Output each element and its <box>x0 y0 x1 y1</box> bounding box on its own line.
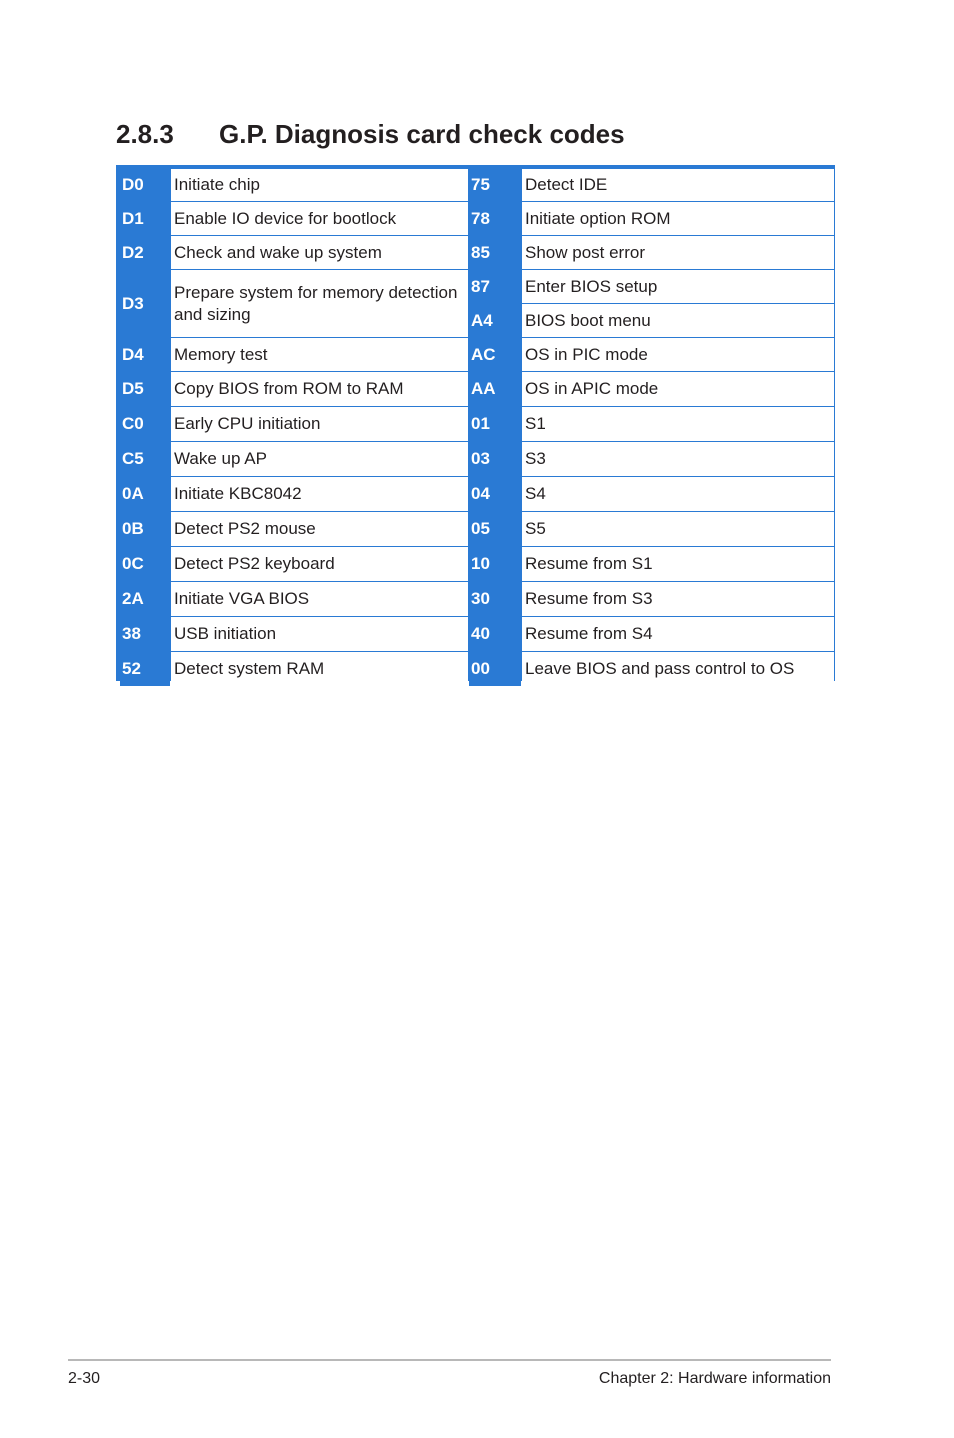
check-codes-table <box>116 165 835 681</box>
description-cell: Initiate KBC8042 <box>171 477 468 511</box>
page-number: 2-30 <box>68 1370 101 1387</box>
description-cell: Initiate VGA BIOS <box>171 582 468 616</box>
code-cell: 85 <box>469 236 521 269</box>
description-cell: Resume from S3 <box>522 582 834 616</box>
code-cell: D1 <box>120 202 170 235</box>
description-cell: Show post error <box>522 236 834 269</box>
code-cell: 40 <box>469 617 521 651</box>
description-cell: Enable IO device for bootlock <box>171 202 468 235</box>
description-cell: Copy BIOS from ROM to RAM <box>171 372 468 406</box>
description-cell: Detect PS2 mouse <box>171 512 468 546</box>
code-cell: 87 <box>469 270 521 303</box>
description-cell: Leave BIOS and pass control to OS <box>522 652 834 686</box>
description-cell: Detect PS2 keyboard <box>171 547 468 581</box>
code-cell: AA <box>469 372 521 406</box>
code-cell: D0 <box>120 169 170 201</box>
code-cell: D5 <box>120 372 170 406</box>
code-cell: 78 <box>469 202 521 235</box>
description-cell: S5 <box>522 512 834 546</box>
code-cell: D3 <box>120 270 170 337</box>
chapter-title: Chapter 2: Hardware information <box>598 1370 831 1387</box>
description-cell: Initiate chip <box>171 169 468 201</box>
code-cell: D2 <box>120 236 170 269</box>
description-cell: Prepare system for memory detection and sizing <box>171 270 468 337</box>
code-cell: 03 <box>469 442 521 476</box>
description-cell: USB initiation <box>171 617 468 651</box>
code-cell: 38 <box>120 617 170 651</box>
description-cell: Check and wake up system <box>171 236 468 269</box>
description-cell: S1 <box>522 407 834 441</box>
code-cell: AC <box>469 338 521 371</box>
code-cell: C0 <box>120 407 170 441</box>
code-cell: D4 <box>120 338 170 371</box>
description-cell: Initiate option ROM <box>522 202 834 235</box>
code-cell: A4 <box>469 304 521 337</box>
code-cell: 0A <box>120 477 170 511</box>
description-cell: Resume from S4 <box>522 617 834 651</box>
section-heading <box>116 116 625 152</box>
code-cell: C5 <box>120 442 170 476</box>
code-cell: 00 <box>469 652 521 686</box>
code-cell: 0B <box>120 512 170 546</box>
code-cell: 04 <box>469 477 521 511</box>
description-cell: Detect IDE <box>522 169 834 201</box>
description-cell: Wake up AP <box>171 442 468 476</box>
description-cell: OS in PIC mode <box>522 338 834 371</box>
footer-divider <box>68 1359 831 1361</box>
section-title: G.P. Diagnosis card check codes <box>219 119 625 149</box>
description-cell: S3 <box>522 442 834 476</box>
section-number: 2.8.3 <box>116 119 174 149</box>
code-cell: 05 <box>469 512 521 546</box>
code-cell: 10 <box>469 547 521 581</box>
code-cell: 52 <box>120 652 170 686</box>
code-cell: 2A <box>120 582 170 616</box>
description-cell: OS in APIC mode <box>522 372 834 406</box>
description-cell: Memory test <box>171 338 468 371</box>
description-cell: Enter BIOS setup <box>522 270 834 303</box>
description-cell: BIOS boot menu <box>522 304 834 337</box>
code-cell: 01 <box>469 407 521 441</box>
code-cell: 0C <box>120 547 170 581</box>
code-cell: 75 <box>469 169 521 201</box>
description-cell: Early CPU initiation <box>171 407 468 441</box>
code-cell: 30 <box>469 582 521 616</box>
description-cell: Resume from S1 <box>522 547 834 581</box>
description-cell: Detect system RAM <box>171 652 468 686</box>
description-cell: S4 <box>522 477 834 511</box>
